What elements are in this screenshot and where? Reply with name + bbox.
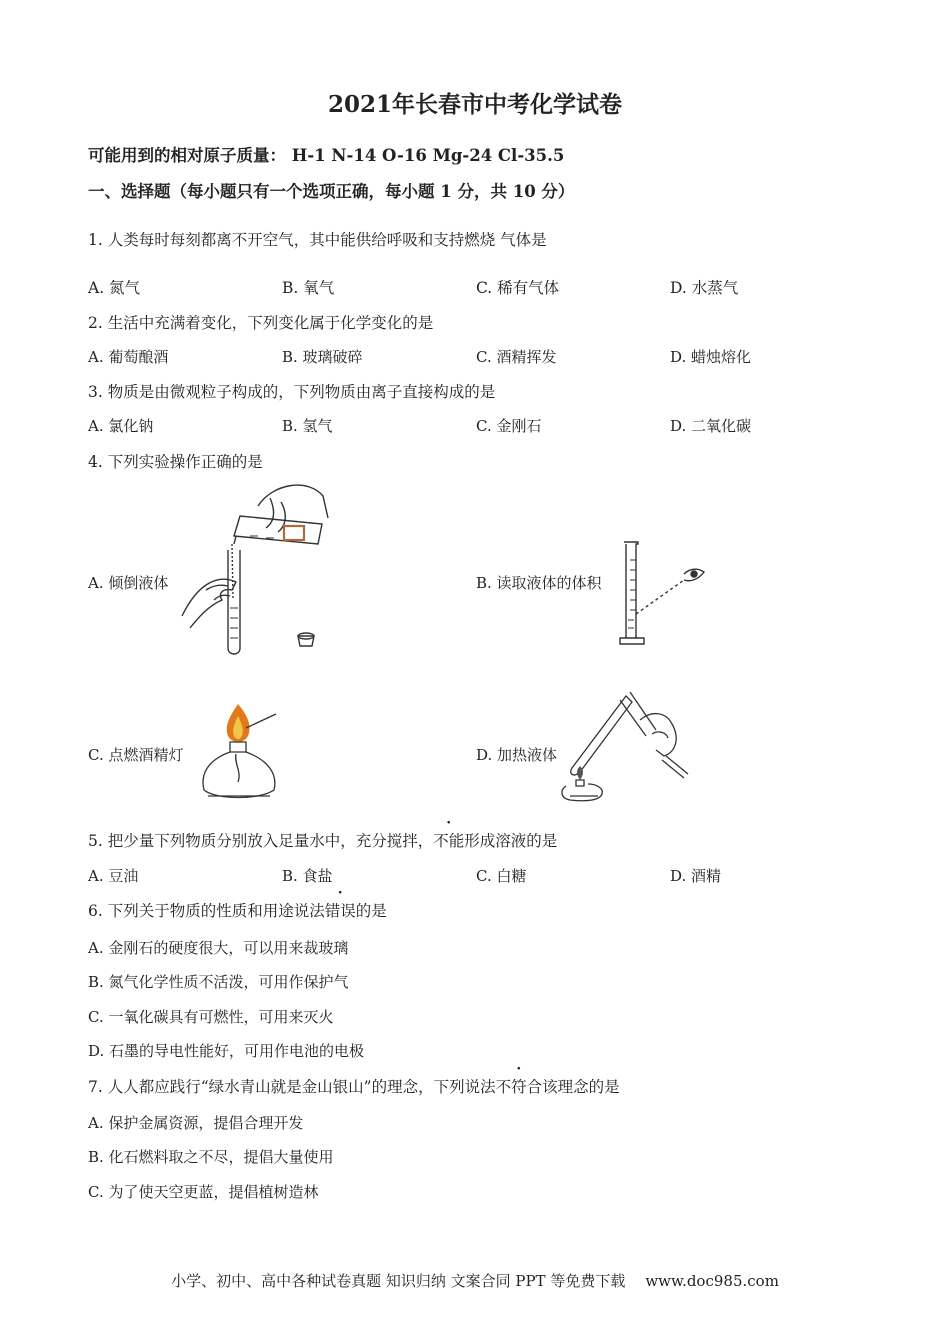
section-heading: 一、选择题（每小题只有一个选项正确，每小题 1 分，共 10 分） (88, 182, 575, 201)
question-5-option-a: A. 豆油 (88, 867, 139, 885)
question-6-emphasis: 错误 (324, 902, 356, 920)
question-2-option-b: B. 玻璃破碎 (282, 348, 363, 366)
question-6-option-a: A. 金刚石的硬度很大，可以用来裁玻璃 (88, 939, 349, 957)
question-1-option-d: D. 水蒸气 (670, 279, 739, 297)
question-7-option-c: C. 为了使天空更蓝，提倡植树造林 (88, 1183, 319, 1201)
page-title: 2021年长春市中考化学试卷 (327, 91, 622, 118)
question-5-option-b: B. 食盐 (282, 867, 333, 885)
question-4-option-a: A. 倾倒液体 (88, 574, 169, 592)
question-5-stem-prefix: 5. 把少量下列物质分别放入足量水中，充分搅拌， (88, 832, 434, 850)
question-3-stem: 3. 物质是由微观粒子构成的，下列物质由离子直接构成的是 (88, 383, 496, 401)
question-5-emphasis: 不能 (433, 832, 465, 850)
question-3-option-b: B. 氢气 (282, 417, 333, 435)
question-7-option-b: B. 化石燃料取之不尽，提倡大量使用 (88, 1148, 334, 1166)
question-2-option-d: D. 蜡烛熔化 (670, 348, 752, 366)
question-4-option-b: B. 读取液体的体积 (476, 574, 602, 592)
footer-site-link[interactable]: www.doc985.com (645, 1272, 779, 1290)
question-1-option-b: B. 氧气 (282, 279, 335, 297)
question-6-stem-prefix: 6. 下列关于物质的性质和用途说法 (88, 902, 325, 920)
question-3-option-c: C. 金刚石 (476, 417, 542, 435)
question-5-option-c: C. 白糖 (476, 867, 527, 885)
question-6-option-d: D. 石墨的导电性能好，可用作电池的电极 (88, 1042, 365, 1060)
question-6-stem-suffix: 的是 (355, 902, 387, 920)
alcohol-lamp-figure (196, 702, 282, 806)
question-5-stem-suffix: 形成溶液的是 (464, 832, 558, 850)
question-2-option-c: C. 酒精挥发 (476, 348, 557, 366)
atomic-mass-line: 可能用到的相对原子质量： H-1 N-14 O-16 Mg-24 Cl-35.5 (88, 146, 565, 165)
question-6-option-c: C. 一氧化碳具有可燃性，可用来灭火 (88, 1008, 334, 1026)
question-3-option-d: D. 二氧化碳 (670, 417, 752, 435)
question-4-option-d: D. 加热液体 (476, 746, 558, 764)
page-footer (0, 1270, 950, 1291)
question-5-option-d: D. 酒精 (670, 867, 722, 885)
question-7-stem-prefix: 7. 人人都应践行“绿水青山就是金山银山”的理念，下列说法 (88, 1078, 496, 1096)
question-1-option-c: C. 稀有气体 (476, 279, 560, 297)
question-1-stem: 1. 人类每时每刻都离不开空气，其中能供给呼吸和支持燃烧 气体是 (88, 231, 547, 249)
question-6-option-b: B. 氮气化学性质不活泼，可用作保护气 (88, 973, 349, 991)
question-6-stem (88, 899, 387, 921)
graduated-cylinder-figure (618, 540, 708, 648)
question-2-stem: 2. 生活中充满着变化，下列变化属于化学变化的是 (88, 314, 434, 332)
question-3-option-a: A. 氯化钠 (88, 417, 154, 435)
question-7-option-a: A. 保护金属资源，提倡合理开发 (88, 1114, 304, 1132)
footer-text: 小学、初中、高中各种试卷真题 知识归纳 文案合同 PPT 等免费下载 (171, 1272, 626, 1290)
question-5-stem (88, 829, 557, 851)
pouring-liquid-figure (178, 478, 328, 660)
question-4-option-c: C. 点燃酒精灯 (88, 746, 184, 764)
question-7-stem (88, 1075, 620, 1097)
question-7-stem-suffix: 该理念的是 (542, 1078, 620, 1096)
question-2-option-a: A. 葡萄酿酒 (88, 348, 169, 366)
question-1-option-a: A. 氮气 (88, 279, 141, 297)
question-4-stem: 4. 下列实验操作正确的是 (88, 453, 263, 471)
heating-liquid-figure (540, 690, 692, 806)
question-7-emphasis: 不符合 (495, 1078, 543, 1096)
